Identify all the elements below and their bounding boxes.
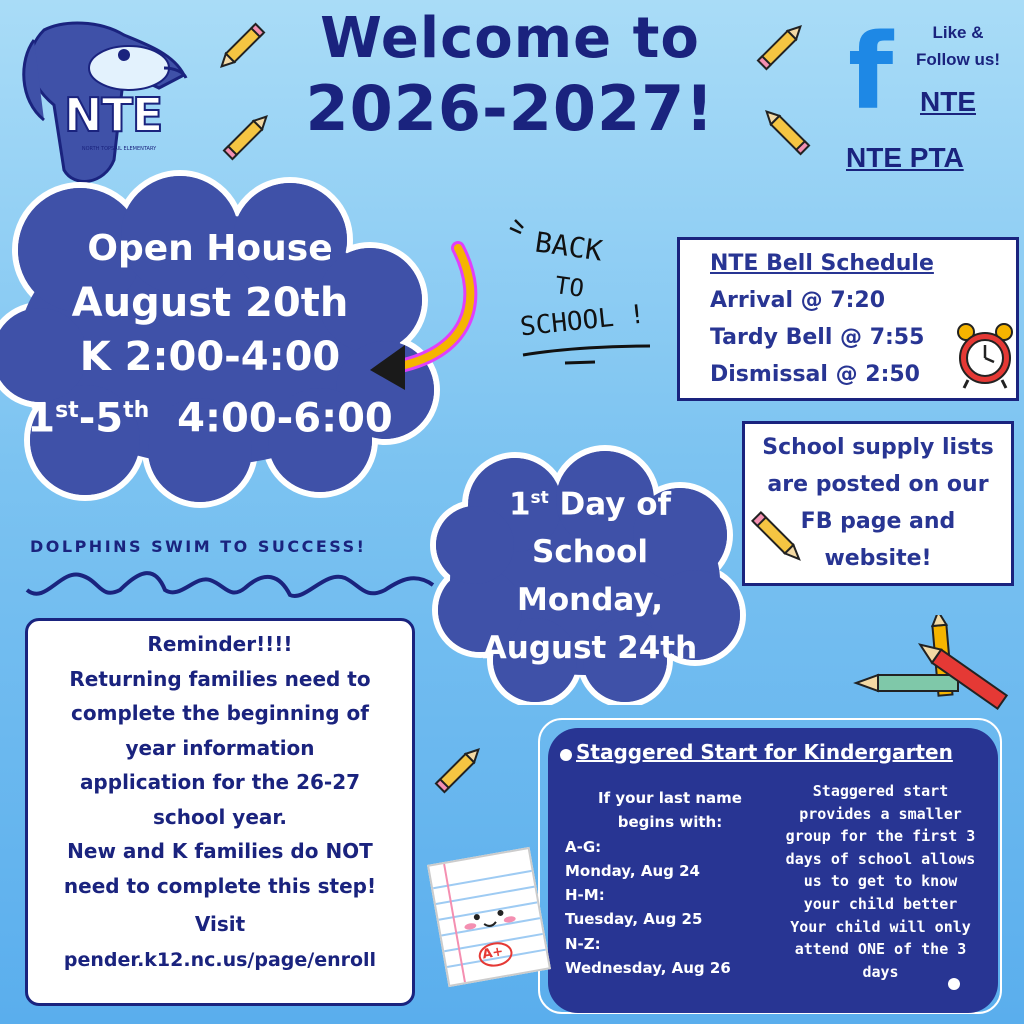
- bell-schedule-box: [677, 237, 1019, 401]
- reminder-line-6: school year.: [152, 804, 287, 829]
- reminder-visit: Visit: [194, 912, 246, 936]
- supply-line-3: FB page and: [800, 509, 956, 534]
- bell-tardy: Tardy Bell @ 7:55: [710, 325, 925, 350]
- back-text: BACK: [533, 225, 605, 268]
- grade-text: A+: [481, 944, 505, 963]
- school-text: SCHOOL !: [518, 299, 647, 343]
- logo-subtext: NORTH TOPSAIL ELEMENTARY: [81, 146, 157, 152]
- first-day-line-4: August 24th: [482, 630, 698, 667]
- staggered-intro-2: begins with:: [617, 813, 723, 832]
- staggered-schedule: [565, 786, 775, 980]
- open-house-title: Open House: [87, 228, 333, 269]
- bell-dismissal: Dismissal @ 2:50: [710, 362, 920, 387]
- grades-time: 4:00-6:00: [149, 395, 393, 442]
- supply-line-1: School supply lists: [762, 435, 994, 460]
- supply-line-2: are posted on our: [767, 472, 989, 497]
- bullet-dot: [948, 978, 960, 990]
- staggered-note-9: days: [862, 962, 899, 981]
- staggered-note-2: provides a smaller: [799, 804, 962, 823]
- grades-start: 1: [27, 395, 56, 442]
- first-day-line-3: Monday,: [517, 582, 663, 619]
- facebook-panel: [846, 11, 1018, 184]
- pencil-icon: [755, 100, 815, 160]
- open-house-text: [0, 222, 420, 445]
- group-a-g-date: Monday, Aug 24: [565, 861, 700, 880]
- staggered-note-1: Staggered start: [812, 782, 949, 800]
- pencil-icon: [210, 18, 270, 78]
- facebook-icon: f: [848, 11, 894, 133]
- open-house-k-time: K 2:00-4:00: [79, 334, 341, 380]
- reminder-box: [25, 618, 415, 1006]
- note-card: [427, 847, 551, 987]
- open-house-grades-time: [0, 384, 420, 445]
- reminder-line-4: year information: [125, 735, 315, 760]
- reminder-line-8: need to complete this step!: [63, 873, 377, 898]
- staggered-note-7: Your child will only: [790, 917, 971, 936]
- first-day-line-1: [440, 474, 740, 528]
- to-text: TO: [553, 271, 586, 303]
- reminder-line-2: Returning families need to: [69, 666, 371, 691]
- page-title: [290, 8, 730, 148]
- group-n-z: N-Z:: [565, 934, 601, 953]
- first-ordinal-suffix: st: [530, 488, 549, 508]
- alarm-clock-icon: [956, 320, 1014, 390]
- first-day-label: Day of: [548, 486, 672, 523]
- staggered-intro-1: If your last name: [598, 789, 742, 807]
- grades-start-suffix: st: [55, 398, 79, 423]
- group-h-m-date: Tuesday, Aug 25: [565, 910, 703, 929]
- reminder-line-3: complete the beginning of: [71, 701, 369, 725]
- curved-arrow-icon: [360, 240, 490, 400]
- wave-icon: [25, 560, 435, 610]
- group-a-g: A-G:: [565, 837, 602, 856]
- open-house-date: August 20th: [71, 280, 349, 326]
- reminder-line-1: Reminder!!!!: [147, 632, 293, 656]
- facebook-like-line-1: Like &: [932, 23, 984, 42]
- staggered-note-3: group for the first 3: [785, 827, 976, 846]
- logo-text: NTE: [64, 88, 163, 142]
- bell-schedule-heading: NTE Bell Schedule: [710, 251, 934, 276]
- staggered-heading: Staggered Start for Kindergarten: [576, 740, 953, 764]
- facebook-link-nte-pta[interactable]: NTE PTA: [846, 142, 964, 173]
- supply-line-4: website!: [824, 546, 932, 571]
- motto-text: DOLPHINS SWIM TO SUCCESS!: [30, 537, 367, 556]
- first-ordinal: 1: [508, 486, 531, 523]
- facebook-like-line-2: Follow us!: [915, 50, 1001, 69]
- group-n-z-date: Wednesday, Aug 26: [565, 959, 731, 978]
- staggered-note-5: us to get to know: [803, 872, 958, 891]
- school-logo: [14, 10, 194, 190]
- facebook-link-nte[interactable]: NTE: [920, 86, 976, 117]
- pencil-icon: [752, 15, 812, 75]
- group-h-m: H-M:: [565, 886, 605, 905]
- pencil-icon: [430, 738, 490, 798]
- bullet-dot: [560, 749, 572, 761]
- bell-arrival: Arrival @ 7:20: [710, 288, 886, 313]
- reminder-line-7: New and K families do NOT: [67, 839, 373, 863]
- grades-end-suffix: th: [123, 398, 150, 423]
- happy-paper-icon: [429, 849, 548, 985]
- staggered-note-4: days of school allows: [785, 849, 976, 868]
- title-line-1: Welcome to: [320, 6, 700, 71]
- staggered-note-6: your child better: [803, 894, 958, 913]
- staggered-start-box: [548, 728, 998, 1013]
- pencil-icon: [218, 105, 278, 165]
- grades-end: -5: [78, 395, 124, 442]
- facebook-like-text: [903, 19, 1013, 73]
- first-day-text: [440, 474, 740, 672]
- staggered-explanation: [768, 780, 993, 983]
- back-to-school-doodle: [505, 218, 665, 368]
- colored-pencils-icon: [850, 615, 1010, 710]
- pencil-icon: [745, 505, 815, 575]
- staggered-note-8: attend ONE of the 3: [794, 940, 967, 959]
- first-day-line-2: School: [532, 534, 648, 571]
- enroll-link[interactable]: pender.k12.nc.us/page/enroll: [63, 948, 377, 971]
- title-line-2: 2026-2027!: [305, 72, 715, 145]
- reminder-line-5: application for the 26-27: [79, 770, 361, 794]
